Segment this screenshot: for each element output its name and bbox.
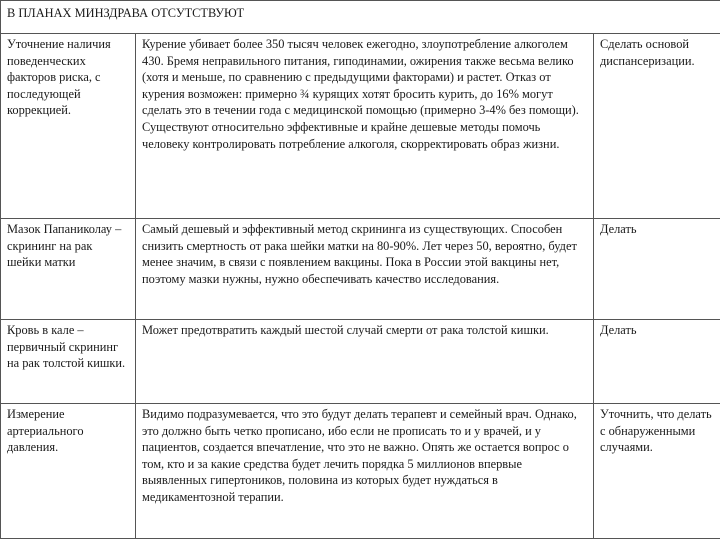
table-row xyxy=(1,404,720,539)
action-cell: Уточнить, что делать с обнаруженными случаями. xyxy=(594,404,720,539)
table-row xyxy=(1,219,720,320)
measure-cell: Измерение артериального давления. xyxy=(1,404,136,539)
table-row xyxy=(1,34,720,219)
measure-cell: Мазок Папаниколау – скрининг на рак шейки матки xyxy=(1,219,136,320)
measure-cell: Кровь в кале – первичный скрининг на рак толстой кишки. xyxy=(1,320,136,404)
comment-cell: Видимо подразумевается, что это будут делать терапевт и семейный врач. Однако, это должно быть четко прописано, ибо если не прописать то и у врачей, и у пациентов, создается впечатление, что это не важно. Опять же остается вопрос о том, кто и за какие средства будет лечить порядка 5 миллионов впервые выявленных гипертоников, половина из которых будет нуждаться в медикаментозной терапии. xyxy=(136,404,594,539)
comment-cell: Самый дешевый и эффективный метод скрининга из существующих. Способен снизить смертность от рака шейки матки на 80-90%. Лет через 50, вероятно, будет менее значим, в связи с появлением вакцины. Пока в России этой вакцины нет, поэтому мазки нужны, нужно обеспечивать качество исследования. xyxy=(136,219,594,320)
action-cell: Сделать основой диспансеризации. xyxy=(594,34,720,219)
action-cell: Делать xyxy=(594,219,720,320)
table-title: В ПЛАНАХ МИНЗДРАВА ОТСУТСТВУЮТ xyxy=(1,1,720,34)
action-cell: Делать xyxy=(594,320,720,404)
measure-cell: Уточнение наличия поведенческих факторов риска, с последующей коррекцией. xyxy=(1,34,136,219)
comment-cell: Курение убивает более 350 тысяч человек ежегодно, злоупотребление алкоголем 430. Бремя неправильного питания, гиподинамии, ожирения также весьма велико (хотя и меньше, по сравнению с предыдущими факторами) и растет. Отказ от курения возможен: примерно ¾ курящих хотят бросить курить, до 16% могут сделать это в течении года с медицинской помощью (примерно 3-4% без помощи). Существуют относительно эффективные и крайне дешевые методы помочь человеку контролировать потребление алкоголя, скорректировать образ жизни. xyxy=(136,34,594,219)
comment-cell: Может предотвратить каждый шестой случай смерти от рака толстой кишки. xyxy=(136,320,594,404)
table-title-row xyxy=(1,1,720,34)
table-row xyxy=(1,320,720,404)
